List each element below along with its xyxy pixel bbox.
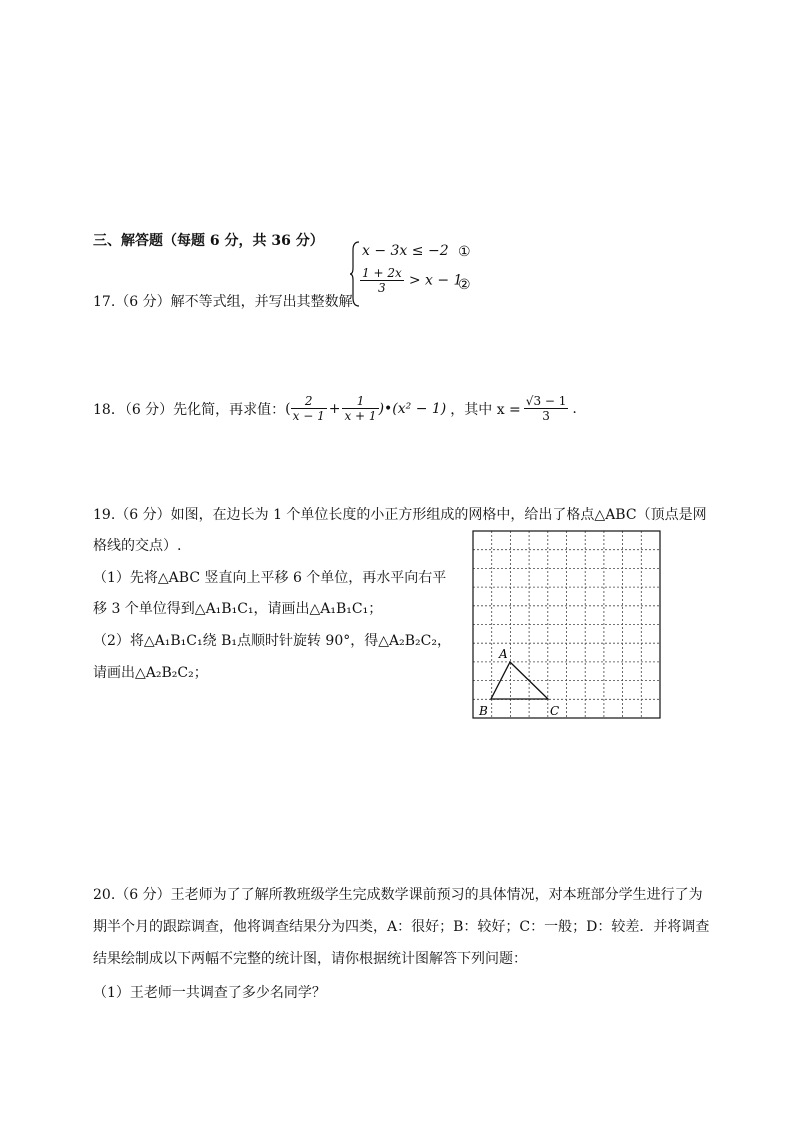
grid-lines [473, 531, 660, 718]
q18-f1-numerator: 2 [291, 394, 327, 409]
q18-x-value [524, 394, 569, 423]
label-c: C [550, 704, 560, 718]
q18-f2-numerator: 1 [342, 394, 378, 409]
q17-numerator: 1 + 2x [362, 266, 402, 280]
question-18 [93, 394, 577, 423]
q20-line-2: 期半个月的跟踪调查，他将调查结果分为四类，A：很好；B：较好；C：一般；D：较差．并将调查 [93, 919, 710, 935]
q18-f1-denominator: x − 1 [292, 409, 325, 423]
q18-x-denominator: 3 [542, 409, 550, 423]
q17-inequality-1: x − 3x ≤ −2 [362, 243, 449, 259]
q18-plus: + [328, 400, 341, 417]
q18-where: ，其中 x = [450, 401, 521, 418]
q19-part-2-a: （2）将△A₁B₁C₁绕 B₁点顺时针旋转 90°，得△A₂B₂C₂， [93, 633, 451, 649]
q20-line-3: 结果绘制成以下两幅不完整的统计图，请你根据统计图解答下列问题： [93, 951, 527, 967]
q18-fraction-2 [342, 394, 378, 423]
q17-denominator: 3 [378, 281, 386, 295]
q19-line-2: 格线的交点）. [93, 538, 182, 554]
q17-mark-2: ② [458, 277, 471, 293]
grid-figure [470, 528, 664, 722]
q20-line-1: 20.（6 分）王老师为了了解所教班级学生完成数学课前预习的具体情况，对本班部分学生进行了为 [93, 887, 703, 903]
q19-part-2-b: 请画出△A₂B₂C₂； [93, 665, 208, 681]
q17-inequality-2-rest: > x − 1 [408, 272, 463, 289]
label-b: B [479, 704, 488, 718]
q17-stem: 17.（6 分）解不等式组，并写出其整数解 [93, 294, 353, 310]
q17-fraction [360, 266, 404, 295]
q18-prefix: 18．（6 分）先化简，再求值： [93, 401, 286, 418]
q19-part-1-b: 移 3 个单位得到△A₁B₁C₁，请画出△A₁B₁C₁； [93, 601, 383, 617]
q18-f2-denominator: x + 1 [344, 409, 377, 423]
q19-line-1: 19.（6 分）如图，在边长为 1 个单位长度的小正方形组成的网格中，给出了格点△ABC（顶点是网 [93, 507, 707, 523]
triangle-abc [491, 662, 548, 699]
q18-open-paren: ( [285, 400, 291, 417]
q19-part-1-a: （1）先将△ABC 竖直向上平移 6 个单位，再水平向右平 [93, 570, 447, 586]
q20-subquestion-1: （1）王老师一共调查了多少名同学？ [93, 985, 326, 1001]
label-a: A [499, 647, 508, 661]
q17-mark-1: ① [458, 244, 471, 260]
q18-multiplier: )•(x² − 1) [378, 400, 447, 417]
section-title: 三、解答题（每题 6 分，共 36 分） [93, 233, 324, 249]
q18-period: . [572, 400, 577, 417]
q17-inequality-2 [360, 266, 462, 295]
q18-x-numerator: √3 − 1 [525, 394, 567, 408]
q18-fraction-1 [291, 394, 327, 423]
